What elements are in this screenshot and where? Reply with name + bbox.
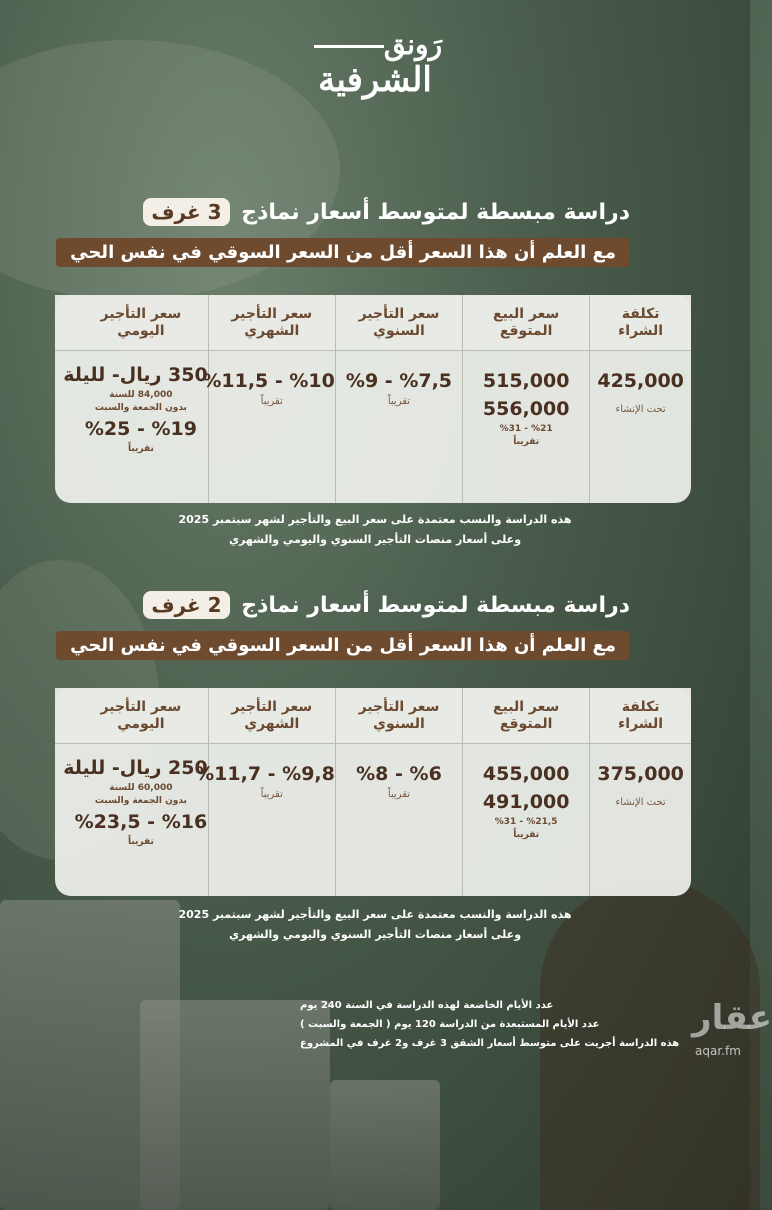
header-monthly: سعر التأجير الشهري xyxy=(208,295,335,350)
header-daily: سعر التأجير اليومي xyxy=(100,305,182,339)
cell-daily xyxy=(63,744,208,896)
section-title xyxy=(143,198,630,226)
rooms-badge: 2 غرف xyxy=(143,591,229,619)
cell-sale xyxy=(462,744,589,896)
daily-year: 84,000 للسنة xyxy=(109,390,173,400)
section-title xyxy=(143,591,630,619)
table-body-row xyxy=(55,744,691,896)
annual-approx: تقريباً xyxy=(387,789,411,800)
table-header-row xyxy=(55,688,691,744)
footnote-line-2: وعلى أسعار منصات التأجير السنوي واليومي والشهري xyxy=(228,533,522,546)
footnote-line-1: هذه الدراسة والنسب معتمدة على سعر البيع والتأجير لشهر سبتمبر 2025 xyxy=(178,908,572,921)
study-footnote xyxy=(0,905,750,945)
rooms-badge: 3 غرف xyxy=(143,198,229,226)
monthly-approx: تقريباً xyxy=(260,396,283,407)
cell-daily xyxy=(63,351,208,503)
header-sale: سعر البيع المتوقع xyxy=(462,295,589,350)
logo-top-text: رَونق xyxy=(383,28,443,61)
study-footnote xyxy=(0,510,750,550)
header-cost: تكلفة الشراء xyxy=(589,295,691,350)
cost-value: 425,000 xyxy=(597,370,684,392)
sale-approx: تقريباً xyxy=(513,830,540,840)
cell-annual xyxy=(335,744,462,896)
price-note-bar: مع العلم أن هذا السعر أقل من السعر السوقي في نفس الحي xyxy=(56,631,630,660)
footnote-line-2: وعلى أسعار منصات التأجير السنوي واليومي والشهري xyxy=(228,928,522,941)
watermark-url: aqar.fm xyxy=(695,1044,741,1058)
daily-pct: %19 - %25 xyxy=(84,418,197,440)
cell-monthly xyxy=(195,744,335,896)
sale-high: 491,000 xyxy=(482,791,570,813)
background-coin-stack xyxy=(330,1080,440,1210)
header-annual: سعر التأجير السنوي xyxy=(335,688,462,743)
brand-logo xyxy=(0,30,750,100)
watermark-logo: عقار xyxy=(692,998,772,1038)
daily-approx: تقريباً xyxy=(127,837,154,847)
cell-sale xyxy=(462,351,589,503)
sale-low: 455,000 xyxy=(482,763,570,785)
cost-sub: تحت الإنشاء xyxy=(615,797,666,808)
study-notes xyxy=(300,996,700,1053)
price-note-bar: مع العلم أن هذا السعر أقل من السعر السوقي في نفس الحي xyxy=(56,238,630,267)
section-title-text: دراسة مبسطة لمتوسط أسعار نماذج xyxy=(241,200,630,225)
header-sale: سعر البيع المتوقع xyxy=(462,688,589,743)
price-table xyxy=(55,295,691,503)
cell-annual xyxy=(335,351,462,503)
daily-days: بدون الجمعة والسبت xyxy=(94,796,187,806)
daily-pct: %16 - %23,5 xyxy=(74,811,208,833)
monthly-approx: تقريباً xyxy=(260,789,283,800)
logo-bottom-text: الشرفية xyxy=(318,60,432,100)
daily-value: 350 ريال- لليلة xyxy=(63,364,208,386)
daily-approx: تقريباً xyxy=(127,444,154,454)
daily-days: بدون الجمعة والسبت xyxy=(94,403,187,413)
header-annual: سعر التأجير السنوي xyxy=(335,295,462,350)
sale-pct: %21 - %31 xyxy=(499,424,553,434)
study-note-3: هذه الدراسة أجريت على متوسط أسعار الشقق 3 غرف و2 غرف في المشروع xyxy=(300,1038,680,1049)
footnote-line-1: هذه الدراسة والنسب معتمدة على سعر البيع والتأجير لشهر سبتمبر 2025 xyxy=(178,513,572,526)
cost-sub: تحت الإنشاء xyxy=(615,404,666,415)
header-daily: سعر التأجير اليومي xyxy=(100,698,182,732)
header-cost: تكلفة الشراء xyxy=(589,688,691,743)
price-table xyxy=(55,688,691,896)
cost-value: 375,000 xyxy=(597,763,684,785)
monthly-value: %10 - %11,5 xyxy=(202,370,335,392)
cell-cost xyxy=(589,744,691,896)
monthly-value: %9,8 - %11,7 xyxy=(195,763,335,785)
sale-low: 515,000 xyxy=(482,370,570,392)
sale-pct: %21,5 - %31 xyxy=(494,817,558,827)
header-monthly: سعر التأجير الشهري xyxy=(208,688,335,743)
table-body-row xyxy=(55,351,691,503)
cell-cost xyxy=(589,351,691,503)
daily-year: 60,000 للسنة xyxy=(109,783,173,793)
logo-line xyxy=(314,45,384,48)
section-title-text: دراسة مبسطة لمتوسط أسعار نماذج xyxy=(241,593,630,618)
study-note-1: عدد الأيام الخاضعة لهذه الدراسة في السنة 240 يوم xyxy=(300,1000,554,1011)
cell-monthly xyxy=(202,351,335,503)
sale-approx: تقريباً xyxy=(513,437,540,447)
annual-value: %6 - %8 xyxy=(356,763,442,785)
table-header-row xyxy=(55,295,691,351)
study-note-2: عدد الأيام المستبعدة من الدراسة 120 يوم ( الجمعة والسبت ) xyxy=(300,1019,600,1030)
daily-value: 250 ريال- لليلة xyxy=(63,757,208,779)
sale-high: 556,000 xyxy=(482,398,570,420)
annual-value: %7,5 - %9 xyxy=(345,370,453,392)
annual-approx: تقريباً xyxy=(387,396,411,407)
